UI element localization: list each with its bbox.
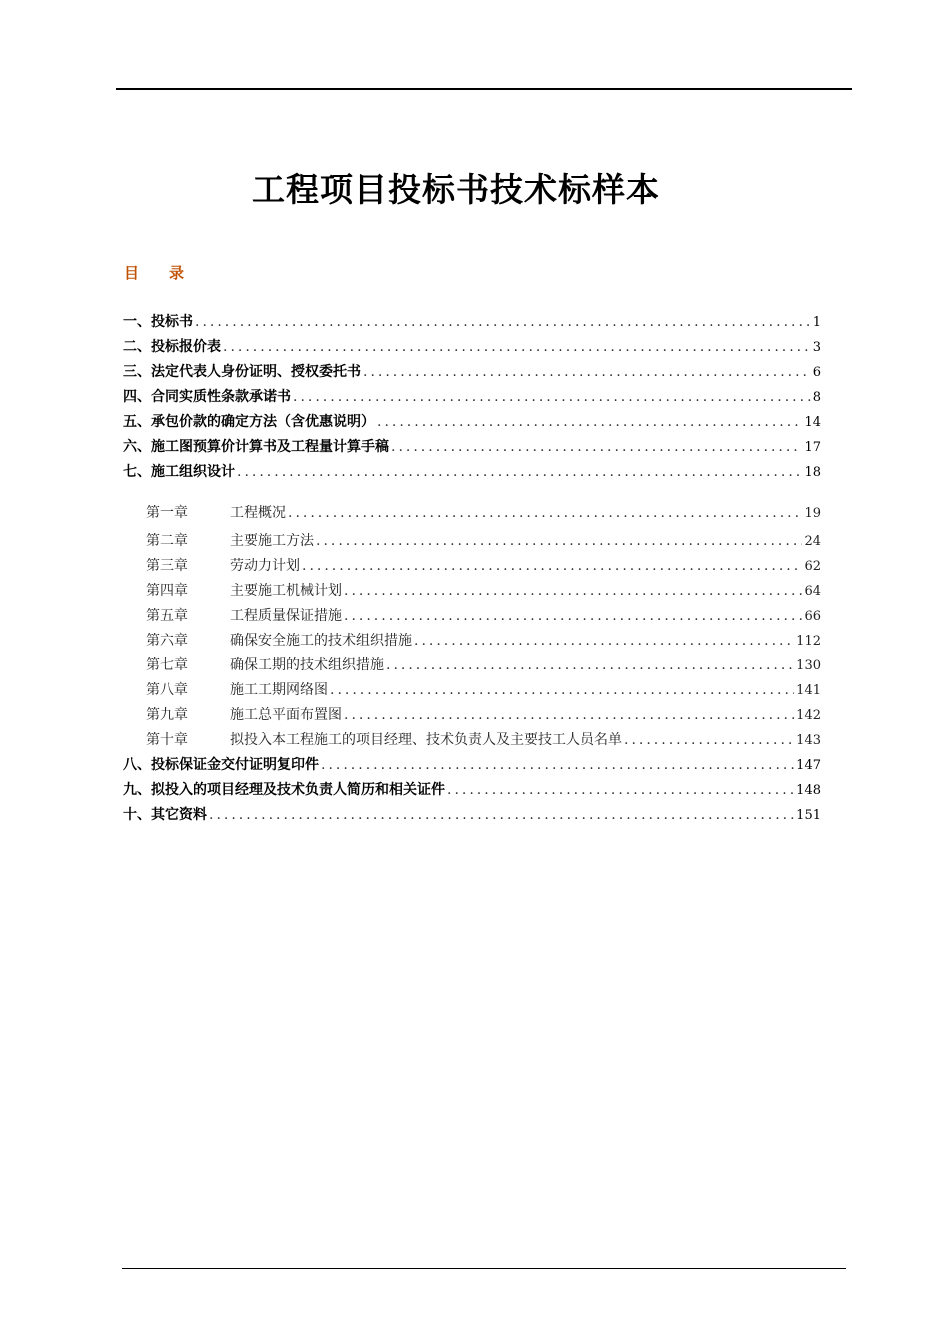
toc-chapter-entry[interactable]	[146, 503, 821, 523]
toc-leader	[344, 581, 802, 601]
toc-entry-page: 151	[796, 808, 821, 823]
toc-leader	[391, 437, 802, 457]
toc-entry-label: 八、投标保证金交付证明复印件	[123, 757, 319, 773]
toc-entry[interactable]	[123, 437, 821, 457]
toc-heading-char-2: 录	[169, 264, 185, 282]
toc-entry-label: 施工工期网络图	[230, 682, 328, 698]
toc-leader	[344, 705, 794, 725]
toc-leader	[316, 531, 802, 551]
toc-entry-page: 8	[812, 390, 821, 405]
toc-entry[interactable]	[123, 780, 821, 800]
toc-entry-label: 六、施工图预算价计算书及工程量计算手稿	[123, 439, 389, 455]
toc-leader	[293, 387, 811, 407]
toc-entry-label: 工程概况	[230, 505, 286, 521]
toc-entry-label: 五、承包价款的确定方法（含优惠说明）	[123, 414, 375, 430]
toc-leader	[624, 730, 794, 750]
toc-leader	[223, 337, 811, 357]
toc-entry-page: 143	[796, 733, 821, 748]
toc-entry-page: 17	[804, 440, 821, 455]
toc-entry[interactable]	[123, 312, 821, 332]
toc-chapter-number: 第九章	[146, 707, 188, 723]
toc-chapter-number: 第八章	[146, 682, 188, 698]
toc-entry-page: 24	[804, 534, 821, 549]
toc-entry-page: 66	[804, 609, 821, 624]
toc-entry-page: 3	[812, 340, 821, 355]
toc-chapter-number: 第一章	[146, 505, 188, 521]
toc-heading-char-1: 目	[124, 264, 140, 282]
toc-entry-label: 十、其它资料	[123, 807, 207, 823]
toc-entry-page: 6	[812, 365, 821, 380]
toc-entry-page: 19	[804, 506, 821, 521]
toc-leader	[321, 755, 794, 775]
toc-entry-page: 1	[812, 315, 821, 330]
toc-chapter-entry[interactable]	[146, 631, 821, 651]
toc-entry-label: 四、合同实质性条款承诺书	[123, 389, 291, 405]
toc-entry-label: 确保安全施工的技术组织措施	[230, 633, 412, 649]
toc-entry[interactable]	[123, 755, 821, 775]
toc-entry[interactable]	[123, 462, 821, 482]
header-rule	[116, 88, 852, 90]
toc-chapter-number: 第十章	[146, 732, 188, 748]
toc-leader	[288, 503, 802, 523]
toc-entry-label: 主要施工机械计划	[230, 583, 342, 599]
toc-leader	[386, 655, 794, 675]
toc-chapter-number: 第四章	[146, 583, 188, 599]
toc-entry-label: 拟投入本工程施工的项目经理、技术负责人及主要技工人员名单	[230, 732, 622, 748]
toc-entry-page: 147	[796, 758, 821, 773]
toc-chapter-number: 第六章	[146, 633, 188, 649]
toc-heading	[124, 262, 184, 283]
toc-entry-label: 一、投标书	[123, 314, 193, 330]
toc-chapter-entry[interactable]	[146, 606, 821, 626]
toc-chapter-number: 第七章	[146, 657, 188, 673]
toc-leader	[344, 606, 802, 626]
toc-entry-page: 148	[796, 783, 821, 798]
toc-leader	[195, 312, 811, 332]
toc-entry[interactable]	[123, 805, 821, 825]
toc-entry-label: 工程质量保证措施	[230, 608, 342, 624]
toc-entry-page: 62	[804, 559, 821, 574]
toc-entry[interactable]	[123, 362, 821, 382]
toc-chapter-entry[interactable]	[146, 655, 821, 675]
toc-leader	[330, 680, 794, 700]
toc-chapter-entry[interactable]	[146, 680, 821, 700]
toc-chapter-number: 第三章	[146, 558, 188, 574]
toc-entry-label: 施工总平面布置图	[230, 707, 342, 723]
toc-entry-label: 三、法定代表人身份证明、授权委托书	[123, 364, 361, 380]
footer-rule	[122, 1268, 846, 1269]
toc-leader	[447, 780, 794, 800]
toc-leader	[237, 462, 802, 482]
toc-chapter-entry[interactable]	[146, 531, 821, 551]
toc-entry-page: 142	[796, 708, 821, 723]
toc-entry-label: 九、拟投入的项目经理及技术负责人简历和相关证件	[123, 782, 445, 798]
toc-chapter-entry[interactable]	[146, 705, 821, 725]
toc-entry-page: 14	[804, 415, 821, 430]
toc-entry[interactable]	[123, 412, 821, 432]
toc-entry[interactable]	[123, 387, 821, 407]
toc-entry-page: 64	[804, 584, 821, 599]
toc-leader	[302, 556, 802, 576]
toc-leader	[209, 805, 794, 825]
toc-chapter-entry[interactable]	[146, 581, 821, 601]
toc-chapter-number: 第五章	[146, 608, 188, 624]
toc-leader	[377, 412, 802, 432]
document-title: 工程项目投标书技术标样本	[252, 170, 660, 209]
toc-chapter-entry[interactable]	[146, 556, 821, 576]
toc-chapter-number: 第二章	[146, 533, 188, 549]
toc-entry-label: 确保工期的技术组织措施	[230, 657, 384, 673]
toc-entry-label: 二、投标报价表	[123, 339, 221, 355]
toc-leader	[363, 362, 811, 382]
toc-entry-label: 主要施工方法	[230, 533, 314, 549]
toc-leader	[414, 631, 794, 651]
toc-entry-page: 112	[796, 634, 821, 649]
toc-chapter-entry[interactable]	[146, 730, 821, 750]
toc-entry[interactable]	[123, 337, 821, 357]
toc-entry-page: 141	[796, 683, 821, 698]
toc-entry-label: 七、施工组织设计	[123, 464, 235, 480]
toc-entry-page: 130	[796, 658, 821, 673]
toc-entry-page: 18	[804, 465, 821, 480]
toc-entry-label: 劳动力计划	[230, 558, 300, 574]
